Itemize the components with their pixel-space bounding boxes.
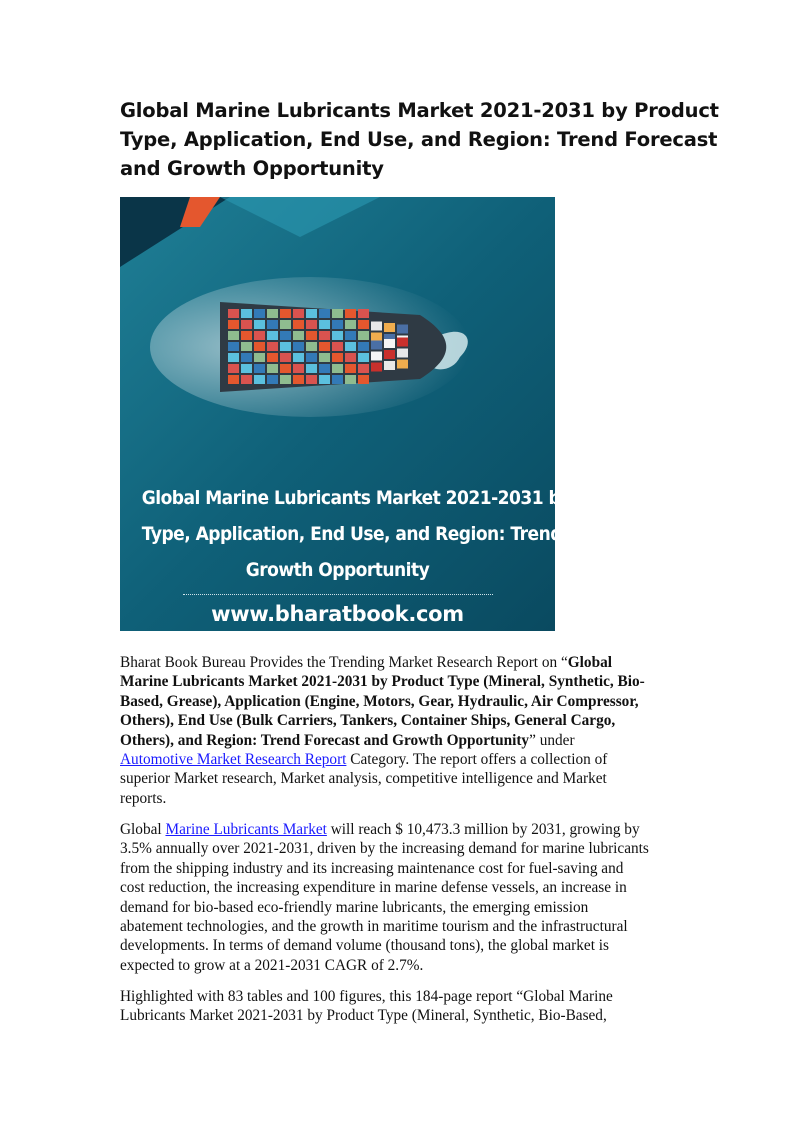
container-block bbox=[358, 331, 369, 340]
document-title bbox=[120, 96, 719, 183]
text-line: developments. In terms of demand volume (thousand tons), the global market is bbox=[120, 937, 609, 955]
report-title-bold: Others), and Region: Trend Forecast and Growth Opportunity bbox=[120, 731, 530, 749]
container-block bbox=[371, 352, 382, 361]
container-block bbox=[358, 353, 369, 362]
container-block bbox=[293, 342, 304, 351]
container-block bbox=[332, 342, 343, 351]
container-block bbox=[293, 364, 304, 373]
container-block bbox=[332, 320, 343, 329]
container-block bbox=[241, 320, 252, 329]
container-block bbox=[358, 342, 369, 351]
container-block bbox=[345, 375, 356, 384]
container-block bbox=[306, 375, 317, 384]
container-block bbox=[228, 320, 239, 329]
container-block bbox=[384, 323, 395, 332]
container-block bbox=[254, 331, 265, 340]
container-block bbox=[241, 342, 252, 351]
container-block bbox=[241, 353, 252, 362]
container-block bbox=[319, 364, 330, 373]
container-block bbox=[280, 353, 291, 362]
container-block bbox=[319, 375, 330, 384]
text-line bbox=[120, 653, 680, 672]
text-line: expected to grow at a 2021-2031 CAGR of 2.7%. bbox=[120, 956, 424, 974]
container-block bbox=[267, 320, 278, 329]
container-block bbox=[384, 350, 395, 359]
container-block bbox=[332, 331, 343, 340]
text-fragment: ” under bbox=[529, 731, 575, 749]
container-block bbox=[267, 364, 278, 373]
container-block bbox=[293, 309, 304, 318]
container-block bbox=[241, 309, 252, 318]
hero-caption bbox=[120, 480, 686, 629]
text-line: reports. bbox=[120, 789, 167, 807]
container-block bbox=[345, 353, 356, 362]
container-block bbox=[332, 353, 343, 362]
title-line: and Growth Opportunity bbox=[120, 157, 384, 180]
report-title-bold: Others), End Use (Bulk Carriers, Tankers, Container Ships, General Cargo, bbox=[120, 712, 616, 730]
marine-lubricants-market-link[interactable]: Marine Lubricants Market bbox=[165, 821, 327, 838]
text-fragment: will reach $ 10,473.3 million by 2031, growing by bbox=[326, 821, 640, 838]
title-line: Type, Application, End Use, and Region: Trend Forecast bbox=[120, 128, 718, 151]
container-block bbox=[241, 331, 252, 340]
report-title-bold: Based, Grease), Application (Engine, Motors, Gear, Hydraulic, Air Compressor, bbox=[120, 692, 639, 710]
container-block bbox=[332, 364, 343, 373]
container-block bbox=[397, 360, 408, 369]
container-block bbox=[254, 364, 265, 373]
container-block bbox=[228, 364, 239, 373]
hero-url: www.bharatbook.com bbox=[211, 602, 464, 626]
container-block bbox=[345, 342, 356, 351]
container-block bbox=[371, 333, 382, 342]
container-block bbox=[397, 338, 408, 347]
container-block bbox=[267, 375, 278, 384]
container-block bbox=[241, 364, 252, 373]
container-block bbox=[293, 353, 304, 362]
container-block bbox=[306, 342, 317, 351]
container-block bbox=[280, 375, 291, 384]
paragraph-market-size bbox=[120, 820, 680, 975]
title-line: Global Marine Lubricants Market 2021-2031 by Product bbox=[120, 99, 719, 122]
container-block bbox=[254, 375, 265, 384]
container-block bbox=[280, 364, 291, 373]
container-block bbox=[241, 375, 252, 384]
container-block bbox=[228, 309, 239, 318]
container-block bbox=[371, 363, 382, 372]
text-fragment: Global bbox=[120, 821, 166, 838]
container-block bbox=[267, 331, 278, 340]
container-block bbox=[306, 320, 317, 329]
automotive-report-link[interactable]: Automotive Market Research Report bbox=[120, 751, 347, 769]
container-block bbox=[228, 375, 239, 384]
text-line: demand for bio-based eco-friendly marine lubricants, the emerging emission bbox=[120, 898, 589, 916]
container-block bbox=[371, 341, 382, 350]
text-line: from the shipping industry and its increasing maintenance cost for fuel-saving and bbox=[120, 859, 624, 877]
container-block bbox=[306, 331, 317, 340]
container-block bbox=[280, 331, 291, 340]
intro-text: Bharat Book Bureau Provides the Trending Market Research Report on “ bbox=[120, 654, 568, 671]
paragraph-intro bbox=[120, 653, 680, 808]
container-block bbox=[358, 309, 369, 318]
container-block bbox=[345, 364, 356, 373]
hero-caption-line: Global Marine Lubricants Market 2021-2031 by Product bbox=[141, 487, 648, 509]
paragraph-highlights bbox=[120, 987, 680, 1026]
text-line: superior Market research, Market analysis, competitive intelligence and Market bbox=[120, 770, 607, 788]
container-block bbox=[358, 364, 369, 373]
container-block bbox=[332, 375, 343, 384]
text-line bbox=[120, 692, 680, 711]
text-line bbox=[120, 731, 680, 750]
text-line bbox=[120, 672, 680, 691]
container-block bbox=[384, 361, 395, 370]
report-title-bold: Global bbox=[567, 654, 612, 671]
text-line: Highlighted with 83 tables and 100 figures, this 184-page report “Global Marine bbox=[120, 988, 613, 1005]
container-block bbox=[254, 353, 265, 362]
container-block bbox=[397, 325, 408, 334]
container-block bbox=[280, 309, 291, 318]
report-title-bold: Marine Lubricants Market 2021-2031 by Product Type (Mineral, Synthetic, Bio- bbox=[120, 673, 645, 691]
container-block bbox=[267, 353, 278, 362]
container-block bbox=[319, 342, 330, 351]
container-block bbox=[228, 342, 239, 351]
container-block bbox=[371, 322, 382, 331]
text-fragment: Category. The report offers a collection of bbox=[346, 751, 608, 769]
hero-caption-line: Type, Application, End Use, and Region: Trend Forecast and bbox=[141, 523, 686, 545]
container-block bbox=[358, 375, 369, 384]
text-line: abatement technologies, and the growth in maritime tourism and the infrastructural bbox=[120, 918, 628, 936]
container-block bbox=[345, 320, 356, 329]
container-block bbox=[319, 331, 330, 340]
container-block bbox=[306, 364, 317, 373]
container-block bbox=[319, 309, 330, 318]
hero-image bbox=[120, 197, 686, 631]
container-block bbox=[254, 320, 265, 329]
text-line: cost reduction, the increasing expenditure in marine defense vessels, an increase in bbox=[120, 879, 627, 897]
container-block bbox=[254, 342, 265, 351]
container-block bbox=[306, 353, 317, 362]
text-line bbox=[120, 820, 680, 839]
container-block bbox=[306, 309, 317, 318]
container-block bbox=[293, 320, 304, 329]
caption-divider bbox=[183, 594, 493, 595]
container-block bbox=[280, 342, 291, 351]
container-block bbox=[228, 353, 239, 362]
text-line bbox=[120, 711, 680, 730]
container-block bbox=[280, 320, 291, 329]
container-block bbox=[267, 309, 278, 318]
container-block bbox=[319, 320, 330, 329]
hero-caption-line: Growth Opportunity bbox=[245, 559, 430, 581]
container-block bbox=[397, 349, 408, 358]
container-block bbox=[384, 339, 395, 348]
container-block bbox=[345, 331, 356, 340]
container-block bbox=[267, 342, 278, 351]
text-line: Lubricants Market 2021-2031 by Product Type (Mineral, Synthetic, Bio-Based, bbox=[120, 1007, 607, 1025]
text-line bbox=[120, 750, 680, 769]
container-block bbox=[228, 331, 239, 340]
container-block bbox=[293, 375, 304, 384]
container-block bbox=[254, 309, 265, 318]
container-block bbox=[358, 320, 369, 329]
container-block bbox=[293, 331, 304, 340]
text-line: 3.5% annually over 2021-2031, driven by the increasing demand for marine lubricants bbox=[120, 840, 649, 858]
container-block bbox=[345, 309, 356, 318]
container-block bbox=[332, 309, 343, 318]
container-block bbox=[319, 353, 330, 362]
